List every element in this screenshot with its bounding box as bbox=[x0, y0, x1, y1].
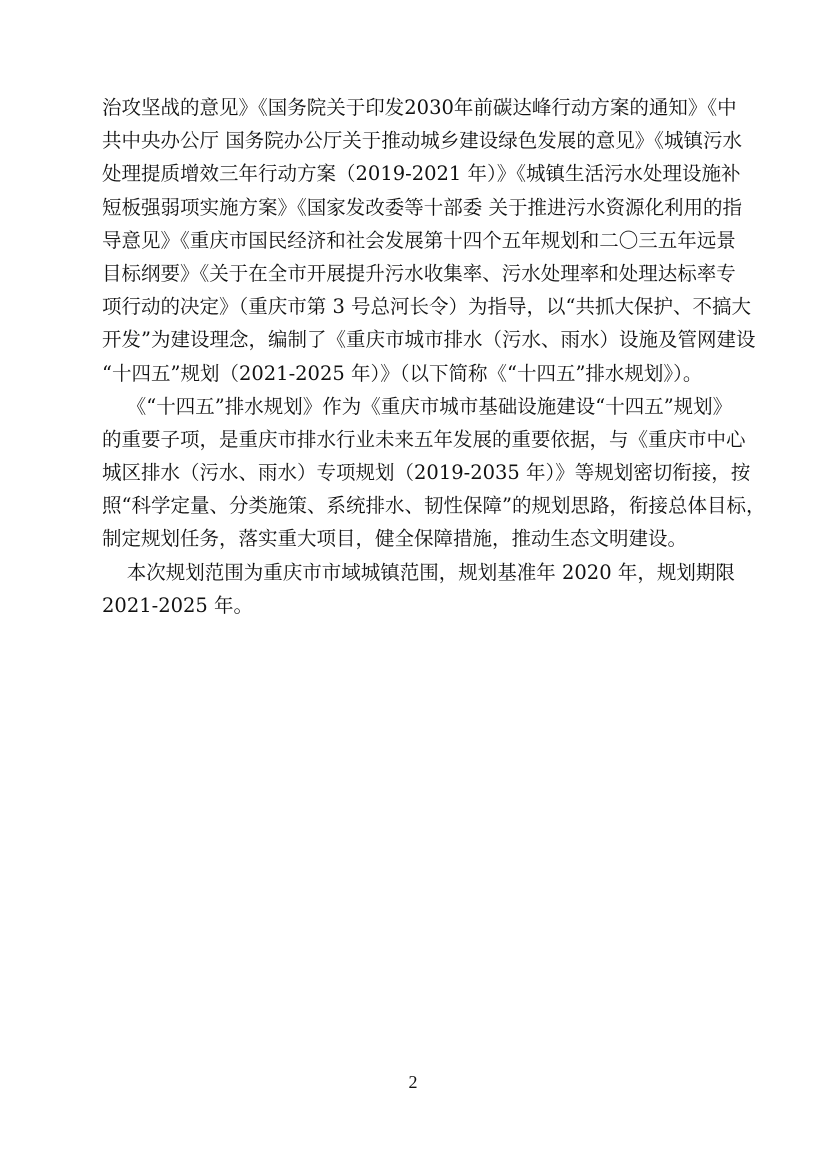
text-line: 治攻坚战的意见》《国务院关于印发2030年前碳达峰行动方案的通知》《中 bbox=[102, 96, 737, 119]
text-line: 开发”为建设理念，编制了《重庆市城市排水（污水、雨水）设施及管网建设 bbox=[102, 328, 756, 352]
text-line: 处理提质增效三年行动方案（2019-2021 年）》《城镇生活污水处理设施补 bbox=[102, 162, 741, 186]
paragraph-start-line: 本次规划范围为重庆市市域城镇范围，规划基准年 2020 年，规划期限 bbox=[102, 560, 735, 584]
text-line: 照“科学定量、分类施策、系统排水、韧性保障”的规划思路，衔接总体目标， bbox=[102, 494, 766, 518]
paragraph-end-line: 2021-2025 年。 bbox=[102, 593, 254, 617]
text-line: 短板强弱项实施方案》《国家发改委等十部委 关于推进污水资源化利用的指 bbox=[102, 195, 742, 219]
document-body bbox=[102, 91, 766, 622]
text-line: 导意见》《重庆市国民经济和社会发展第十四个五年规划和二〇三五年远景 bbox=[102, 228, 736, 252]
text-line: 的重要子项，是重庆市排水行业未来五年发展的重要依据，与《重庆市中心 bbox=[102, 427, 746, 451]
text-line: 城区排水（污水、雨水）专项规划（2019-2035 年）》等规划密切衔接，按 bbox=[102, 461, 751, 485]
text-line: 项行动的决定》（重庆市第 3 号总河长令）为指导，以“共抓大保护、不搞大 bbox=[102, 295, 752, 319]
paragraph-start-line: 《“十四五”排水规划》作为《重庆市城市基础设施建设“十四五”规划》 bbox=[102, 394, 733, 418]
text-line: 目标纲要》《关于在全市开展提升污水收集率、污水处理率和处理达标率专 bbox=[102, 261, 736, 285]
page-number: 2 bbox=[408, 1072, 418, 1092]
paragraph-end-line: “十四五”规划（2021-2025 年）》（以下简称《“十四五”排水规划》）。 bbox=[102, 361, 703, 385]
text-line: 共中央办公厅 国务院办公厅关于推动城乡建设绿色发展的意见》《城镇污水 bbox=[102, 129, 742, 153]
paragraph-end-line: 制定规划任务，落实重大项目，健全保障措施，推动生态文明建设。 bbox=[102, 527, 688, 551]
